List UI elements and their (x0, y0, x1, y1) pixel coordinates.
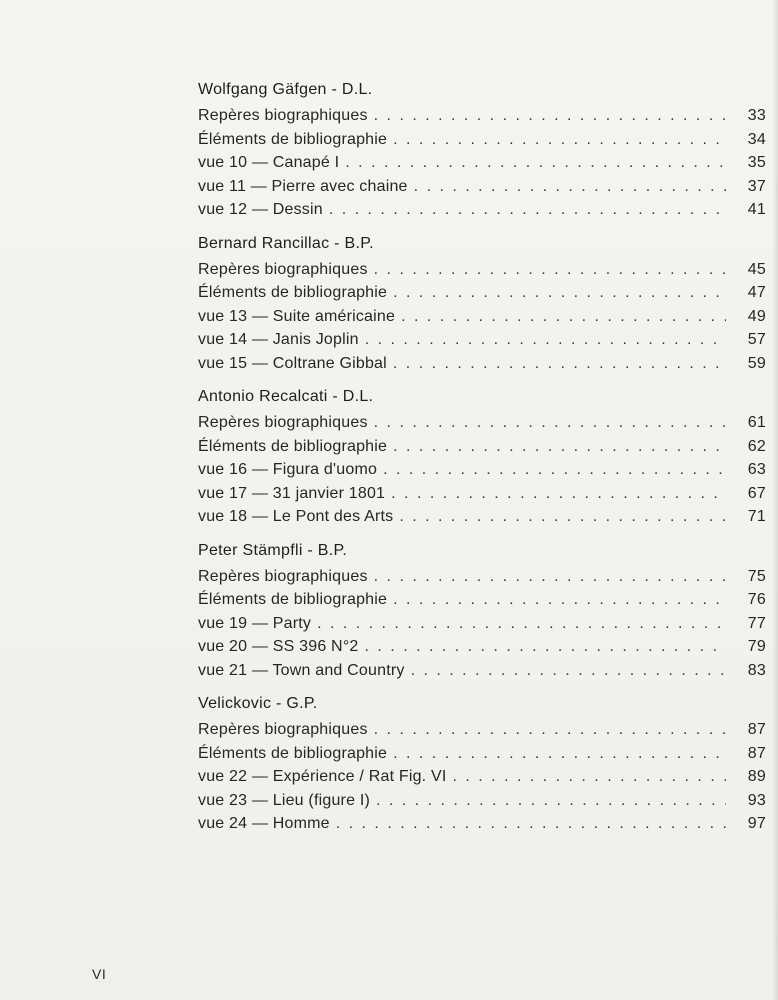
entry-label: Repères biographiques (198, 721, 368, 738)
dot-leader (393, 588, 726, 612)
section-title: Wolfgang Gäfgen - D.L. (198, 81, 373, 98)
section-entries (198, 104, 766, 222)
dot-leader (411, 659, 726, 683)
entry-label: Repères biographiques (198, 414, 368, 431)
entry-page-number: 75 (747, 567, 766, 585)
entry-label: vue 19 — Party (198, 614, 312, 632)
toc-entry (198, 328, 766, 352)
entry-page-number: 57 (747, 331, 766, 348)
entry-label: vue 13 — Suite américaine (198, 307, 396, 325)
toc-entry (198, 175, 766, 199)
entry-page-number: 35 (747, 154, 766, 171)
toc-entry (198, 765, 766, 789)
toc-entry (198, 482, 766, 506)
entry-label: Éléments de bibliographie (198, 591, 388, 608)
entry-label: vue 15 — Coltrane Gibbal (198, 354, 387, 372)
dot-leader (414, 175, 726, 199)
entry-page-number: 79 (747, 638, 766, 655)
toc-entry (198, 352, 766, 376)
toc-entry (198, 742, 766, 766)
toc-entry (198, 151, 766, 175)
toc-entry (198, 305, 766, 329)
entry-label: vue 22 — Expérience / Rat Fig. VI (198, 768, 447, 785)
toc-entry (198, 612, 766, 636)
toc-entry (198, 718, 766, 742)
dot-leader (393, 281, 726, 305)
toc-entry (198, 104, 766, 128)
toc-section (198, 232, 766, 376)
dot-leader (453, 765, 727, 789)
toc-entry (198, 659, 766, 683)
entry-page-number: 97 (747, 815, 766, 832)
entry-label: vue 12 — Dessin (198, 201, 323, 218)
toc-section (198, 692, 766, 836)
table-of-contents (198, 78, 766, 846)
dot-leader (374, 718, 726, 742)
entry-page-number: 93 (747, 791, 766, 809)
entry-label: Éléments de bibliographie (198, 130, 388, 148)
dot-leader (393, 742, 726, 766)
entry-page-number: 63 (747, 461, 766, 478)
dot-leader (317, 612, 726, 636)
section-entries (198, 565, 766, 683)
entry-page-number: 61 (747, 414, 766, 431)
entry-page-number: 87 (747, 721, 766, 738)
toc-entry (198, 435, 766, 459)
entry-page-number: 47 (747, 284, 766, 301)
entry-label: Éléments de bibliographie (198, 437, 388, 455)
entry-label: vue 14 — Janis Joplin (198, 331, 359, 348)
entry-page-number: 59 (747, 354, 766, 372)
dot-leader (401, 305, 726, 329)
dot-leader (329, 198, 726, 222)
section-title: Velickovic - G.P. (198, 695, 318, 712)
entry-label: Repères biographiques (198, 260, 368, 278)
dot-leader (393, 128, 726, 152)
section-title: Peter Stämpfli - B.P. (198, 541, 348, 559)
toc-entry (198, 505, 766, 529)
entry-label: Éléments de bibliographie (198, 744, 388, 762)
entry-page-number: 62 (747, 437, 766, 455)
section-title: Antonio Recalcati - D.L. (198, 388, 374, 405)
page-edge-shadow (772, 0, 778, 1000)
toc-entry (198, 812, 766, 836)
dot-leader (374, 258, 726, 282)
toc-entry (198, 565, 766, 589)
toc-entry (198, 635, 766, 659)
toc-entry (198, 258, 766, 282)
toc-entry (198, 128, 766, 152)
section-entries (198, 411, 766, 529)
dot-leader (374, 565, 726, 589)
entry-page-number: 49 (747, 307, 766, 325)
page-number-folio: VI (92, 966, 107, 982)
section-entries (198, 718, 766, 836)
dot-leader (393, 435, 726, 459)
section-title: Bernard Rancillac - B.P. (198, 234, 374, 252)
dot-leader (374, 104, 726, 128)
dot-leader (393, 352, 726, 376)
entry-label: vue 20 — SS 396 N°2 (198, 638, 359, 655)
toc-entry (198, 588, 766, 612)
toc-section (198, 78, 766, 222)
entry-page-number: 37 (747, 177, 766, 195)
dot-leader (365, 328, 726, 352)
entry-label: vue 24 — Homme (198, 815, 330, 832)
dot-leader (365, 635, 726, 659)
dot-leader (376, 789, 726, 813)
entry-page-number: 34 (747, 130, 766, 148)
toc-entry (198, 458, 766, 482)
entry-page-number: 67 (747, 484, 766, 502)
dot-leader (374, 411, 726, 435)
toc-entry (198, 411, 766, 435)
entry-label: vue 23 — Lieu (figure I) (198, 791, 370, 809)
entry-label: vue 18 — Le Pont des Arts (198, 508, 394, 525)
entry-page-number: 87 (747, 744, 766, 762)
entry-page-number: 33 (747, 107, 766, 124)
section-entries (198, 258, 766, 376)
entry-label: Éléments de bibliographie (198, 284, 388, 301)
entry-page-number: 76 (747, 591, 766, 608)
dot-leader (345, 151, 726, 175)
toc-section (198, 539, 766, 683)
toc-section (198, 385, 766, 529)
entry-page-number: 71 (747, 508, 766, 525)
entry-page-number: 83 (747, 661, 766, 679)
entry-label: vue 21 — Town and Country (198, 661, 405, 679)
entry-label: vue 16 — Figura d'uomo (198, 461, 378, 478)
dot-leader (383, 458, 726, 482)
entry-label: Repères biographiques (198, 107, 368, 124)
toc-entry (198, 789, 766, 813)
dot-leader (399, 505, 726, 529)
dot-leader (336, 812, 726, 836)
entry-page-number: 41 (747, 201, 766, 218)
entry-label: vue 17 — 31 janvier 1801 (198, 484, 386, 502)
entry-page-number: 45 (747, 260, 766, 278)
entry-label: Repères biographiques (198, 567, 368, 585)
entry-page-number: 89 (747, 768, 766, 785)
entry-page-number: 77 (747, 614, 766, 632)
toc-entry (198, 281, 766, 305)
dot-leader (391, 482, 726, 506)
toc-entry (198, 198, 766, 222)
entry-label: vue 10 — Canapé I (198, 154, 340, 171)
entry-label: vue 11 — Pierre avec chaine (198, 177, 408, 195)
